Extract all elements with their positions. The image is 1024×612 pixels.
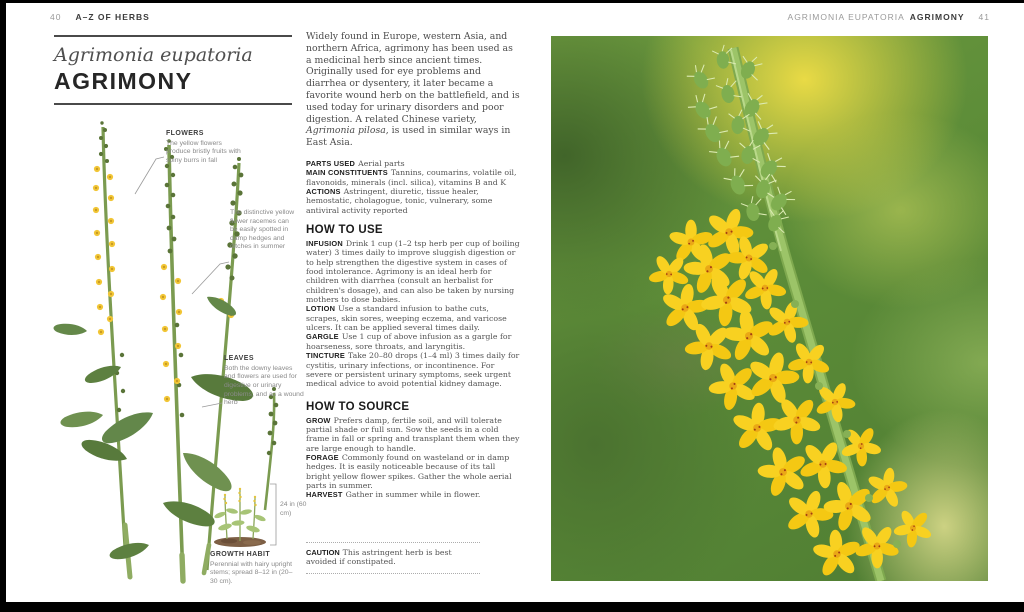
- intro-part-1: Widely found in Europe, western Asia, and northern Africa, agrimony has been used as a medicinal herb since ancient times. Originally used for eye problems and diarrhea or dysentery, it later became a favorite wound herb on the battlefield, and is used today for urinary disorders and poor digestion. A related Chinese variety,: [306, 31, 520, 125]
- photo-flower-spike: [551, 36, 988, 581]
- facts-block: [306, 159, 520, 215]
- entry-text: Drink 1 cup (1–2 tsp herb per cup of boiling water) 3 times daily to improve sluggish digestion or to help strengthen the digestive system in cases of food intolerance. Agrimony is an ideal herb for children with diarrhea (consult an herbalist for children's dosage), and can also be taken by nursing mothers to dose babies.: [306, 239, 520, 305]
- entry-text: Take 20–80 drops (1–4 ml) 3 times daily for cystitis, urinary infections, or incontinence. For severe or persistent urinary symptoms, seek urgent medical advice to avoid potential kidney damage.: [306, 351, 520, 389]
- running-head: [50, 12, 990, 22]
- annotation-racemes: [230, 209, 296, 252]
- intro-paragraph: [306, 31, 520, 149]
- caution-text: This astringent herb is best avoided if constipated.: [306, 547, 452, 567]
- entry-label: GARGLE: [306, 332, 339, 342]
- fact-constituents: [306, 168, 520, 187]
- how-to-source-section: [306, 401, 520, 500]
- fact-parts-used: [306, 159, 520, 168]
- main-text-column: [306, 31, 520, 574]
- running-head-right: [788, 12, 990, 22]
- annotation-leaves-text: Both the downy leaves and flowers are used for digestive or urinary problems, and as a wound herb: [224, 364, 304, 407]
- how-to-use-section: [306, 224, 520, 389]
- annotation-flowers-label: FLOWERS: [166, 130, 204, 137]
- fact-text: Aerial parts: [358, 158, 405, 168]
- entry-text: Use a standard infusion to bathe cuts, scrapes, skin sores, weeping eczema, and varicose ulcers. It can be applied several times daily.: [306, 304, 507, 333]
- left-page-number: 40: [50, 12, 62, 22]
- growth-habit-illustration: [209, 481, 271, 549]
- growth-habit-caption: [210, 551, 298, 587]
- source-entry-forage: [306, 453, 520, 490]
- use-entry-tincture: [306, 351, 520, 388]
- height-measurement: 24 in (60 cm): [280, 501, 307, 517]
- entry-label: LOTION: [306, 304, 336, 314]
- section-title: A–Z OF HERBS: [75, 12, 150, 22]
- right-page-number: 41: [978, 12, 990, 22]
- growth-habit-label: GROWTH HABIT: [210, 551, 271, 558]
- annotation-flowers-text: The yellow flowers produce bristly fruits with spiny burrs in fall: [166, 139, 241, 164]
- growth-habit-text: Perennial with hairy upright stems; spread 8–12 in (20–30 cm).: [210, 560, 293, 585]
- agrimony-photo: [551, 36, 988, 581]
- page-title: AGRIMONY: [54, 67, 193, 94]
- latin-name: Agrimonia eupatoria: [54, 44, 253, 66]
- fact-text: Tannins, coumarins, volatile oil, flavonoids, minerals (incl. silica), vitamins B and K: [306, 168, 517, 187]
- title-block: [54, 35, 292, 105]
- how-to-use-heading: HOW TO USE: [306, 224, 383, 237]
- common-name-header: AGRIMONY: [909, 12, 965, 22]
- how-to-source-heading: HOW TO SOURCE: [306, 400, 410, 413]
- source-entry-grow: [306, 416, 520, 453]
- fact-actions: [306, 187, 520, 215]
- running-head-left: [50, 12, 164, 22]
- entry-text: Gather in summer while in flower.: [345, 490, 481, 500]
- entry-text: Commonly found on wasteland or in damp hedges. It is easily noticeable because of its tall bright yellow flower spikes. Gather the whole aerial parts in summer.: [306, 452, 512, 490]
- entry-text: Use 1 cup of above infusion as a gargle for hoarseness, sore throats, and laryngitis.: [306, 332, 512, 351]
- book-page-spread: [6, 3, 1024, 602]
- fact-text: Astringent, diuretic, tissue healer, hemostatic, cholagogue, tonic, vulnerary, some antiviral activity reported: [306, 187, 493, 215]
- annotation-leaves: [224, 355, 304, 408]
- entry-label: FORAGE: [306, 452, 339, 462]
- species-name-header: AGRIMONIA EUPATORIA: [787, 12, 905, 22]
- intro-latin-italic: Agrimonia pilosa: [306, 125, 386, 137]
- entry-label: INFUSION: [306, 239, 343, 249]
- entry-label: TINCTURE: [306, 351, 345, 361]
- use-entry-infusion: [306, 239, 520, 304]
- caution-box: [306, 542, 480, 574]
- fact-label: MAIN CONSTITUENTS: [306, 168, 388, 178]
- use-entry-lotion: [306, 304, 520, 332]
- use-entry-gargle: [306, 332, 520, 351]
- fact-label: ACTIONS: [306, 187, 341, 196]
- entry-label: HARVEST: [306, 490, 343, 500]
- source-entry-harvest: [306, 490, 520, 499]
- caution-paragraph: [306, 548, 480, 567]
- caution-label: CAUTION: [306, 547, 340, 557]
- annotation-racemes-text: The distinctive yellow flower racemes can be easily spotted in damp hedges and ditches in summer: [230, 209, 295, 251]
- fact-label: PARTS USED: [306, 158, 356, 168]
- annotation-leaves-label: LEAVES: [224, 355, 254, 362]
- entry-label: GROW: [306, 415, 331, 425]
- annotation-flowers: [166, 130, 246, 166]
- entry-text: Prefers damp, fertile soil, and will tolerate partial shade or full sun. Sow the seeds in a cold frame in fall or spring and transplant them when they are large enough to handle.: [306, 415, 520, 453]
- intro-part-2: , is used in similar ways in East Asia.: [306, 125, 511, 149]
